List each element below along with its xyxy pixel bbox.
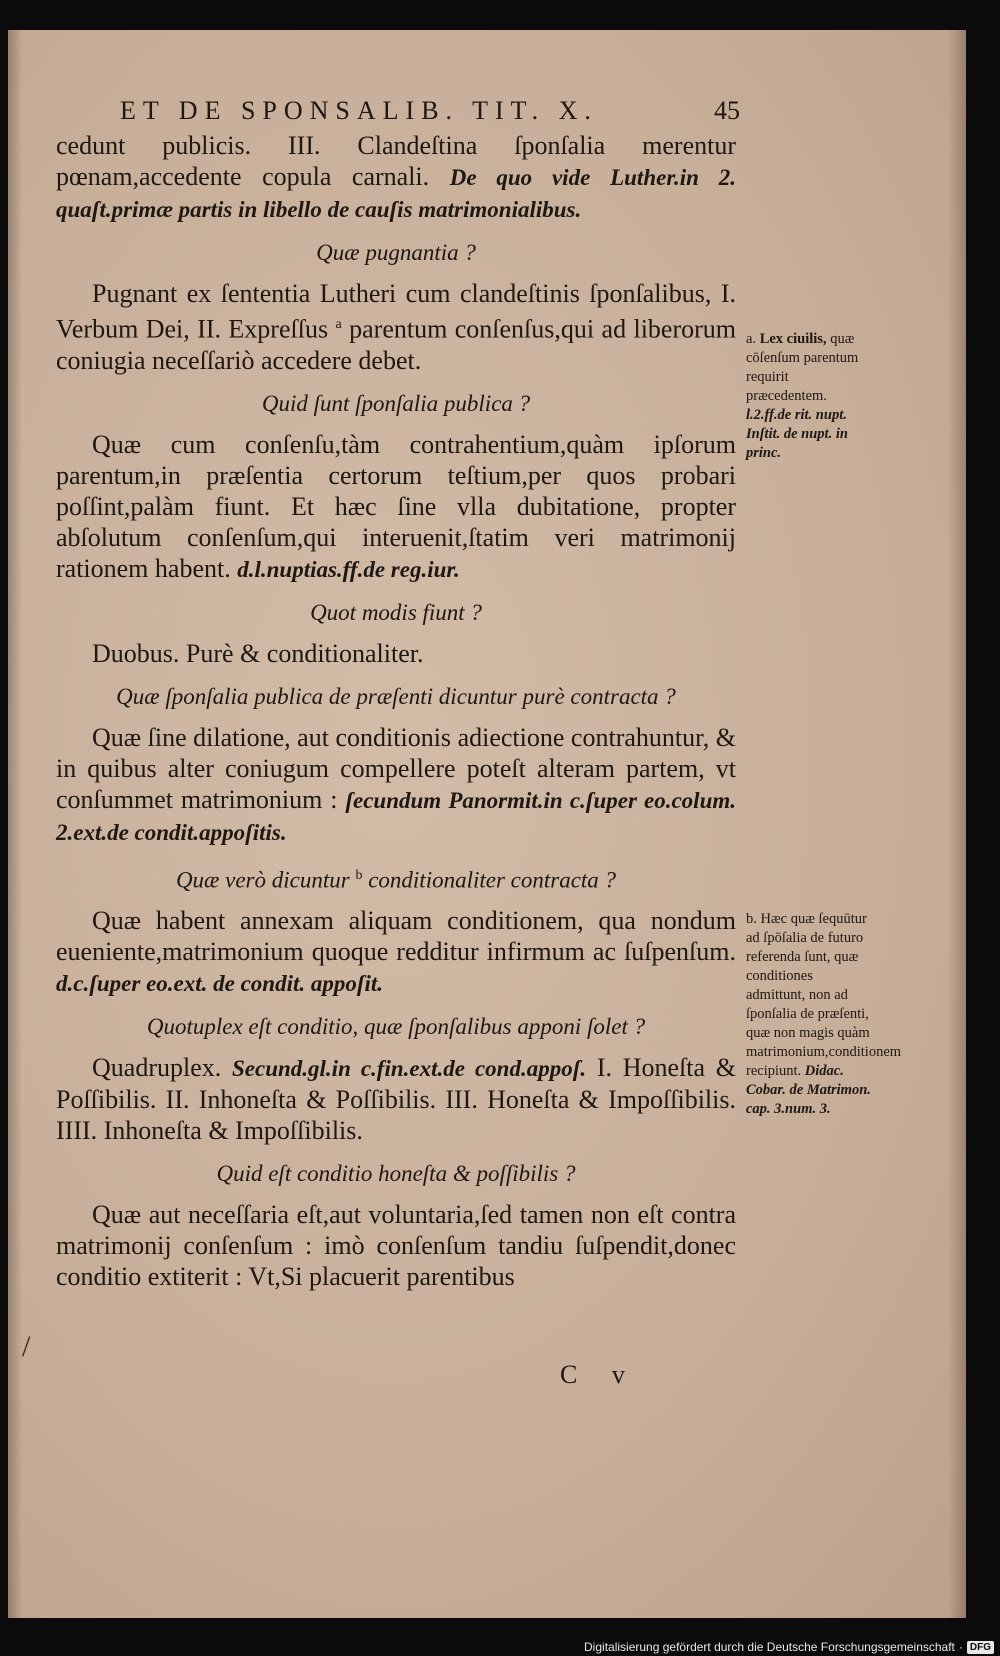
question-text: Quæ verò dicuntur — [175, 867, 350, 893]
note-label: b. — [746, 911, 757, 927]
paragraph-text: Quæ habent annexam aliquam conditionem, qua nondum eueniente,matrimonium quoque redditur infirmum ac ſuſpenſum. — [56, 906, 736, 967]
paragraph — [56, 278, 736, 376]
citation: Secund.gl.in c.fin.ext.de cond.appoſ. — [232, 1056, 587, 1082]
note-marker: b — [355, 867, 363, 883]
running-title: ET DE SPONSALIB. TIT. X. — [120, 96, 598, 125]
signature-mark: C v — [560, 1360, 639, 1389]
dfg-logo: DFG — [967, 1641, 994, 1654]
note-citation: l.2.ff.de rit. nupt. Inſtit. de nupt. in princ. — [746, 407, 848, 461]
paragraph-text: I. Honeſta & Poſſibilis. II. Inhoneſta & Poſſibilis. III. Honeſta & Impoſſibilis. IIII. Inhoneſta & Impoſſibilis. — [56, 1053, 737, 1146]
paragraph: Duobus. Purè & conditionaliter. — [92, 638, 424, 668]
paragraph-text: Quadruplex. — [92, 1053, 222, 1083]
paragraph — [56, 429, 736, 585]
digitization-footer: Digitalisierung gefördert durch die Deutsche Forschungsgemeinschaft · DFG — [584, 1640, 994, 1654]
question-heading — [56, 860, 736, 896]
marginal-note-b — [746, 910, 902, 1119]
question-heading: Quotuplex eſt conditio, quæ ſponſalibus apponi ſolet ? — [146, 1014, 646, 1040]
note-text: Lex ciuilis, — [759, 331, 827, 347]
paragraph-text: parentum conſenſus,qui ad liberorum coniugia neceſſariò accedere debet. — [56, 314, 737, 375]
paragraph — [56, 1052, 736, 1146]
marginal-note-a — [746, 330, 872, 463]
paragraph — [56, 722, 736, 848]
question-heading: Quæ pugnantia ? — [316, 240, 476, 265]
citation: De quo vide Luther.in 2. quaſt.primæ partis in libello de cauſis matrimonialibus. — [56, 165, 736, 222]
paragraph-text: Quæ ſine dilatione, aut conditionis adiectione contrahuntur, & in quibus alter coniugum compellere poteſt alteram partem, vt conſummet matrimonium : — [56, 722, 736, 814]
page-edge — [948, 30, 966, 1618]
main-text — [56, 130, 736, 1292]
note-label: a. — [746, 331, 757, 347]
folio-number: 45 — [714, 96, 740, 125]
gutter-shadow — [8, 30, 22, 1618]
note-text: quæ cōſenſum parentum requirit præcedentem. — [746, 331, 859, 404]
paragraph-text: cedunt publicis. III. Clandeſtina ſponſalia merentur pœnam,accedente copula carnali. — [56, 131, 736, 191]
note-citation: Didac. Cobar. de Matrimon. cap. 3.num. 3. — [746, 1063, 871, 1117]
question-text: conditionaliter contracta ? — [368, 867, 617, 893]
book-page — [8, 30, 966, 1618]
citation: d.l.nuptias.ff.de reg.iur. — [237, 556, 460, 582]
paragraph: Quæ aut neceſſaria eſt,aut voluntaria,ſed tamen non eſt contra matrimonij conſenſum : imò conſenſum tandiu ſuſpendit,donec conditio extiterit : Vt,Si placuerit parentibus — [56, 1200, 736, 1292]
note-marker: a — [335, 317, 342, 332]
margin-pen-mark: / — [22, 1330, 31, 1363]
question-heading: Quid eſt conditio honeſta & poſſibilis ? — [216, 1161, 576, 1187]
citation: d.c.ſuper eo.ext. de condit. appoſit. — [56, 971, 384, 997]
paragraph — [56, 905, 736, 999]
question-heading: Quid ſunt ſponſalia publica ? — [261, 390, 531, 416]
paragraph-text: Quæ cum conſenſu,tàm contrahentium,quàm ipſorum parentum,in præſentia certorum teſtium,per quos probari poſſint,palàm fiunt. Et hæc ſine vlla dubitatione, propter abſolutum conſenſum,qui interuenit,ſtatim veri matrimonij rationem habent. — [56, 429, 736, 583]
question-heading: Quæ ſponſalia publica de præſenti dicuntur purè contracta ? — [116, 683, 676, 709]
citation: ſecundum Panormit.in c.ſuper eo.colum. 2.ext.de condit.appoſitis. — [56, 787, 737, 845]
paragraph-text: Pugnant ex ſententia Lutheri cum clandeſtinis ſponſalibus, I. Verbum Dei, II. Expreſſus — [56, 279, 736, 344]
running-header — [120, 96, 740, 126]
footer-text: Digitalisierung gefördert durch die Deutsche Forschungsgemeinschaft — [584, 1640, 955, 1654]
question-heading: Quot modis fiunt ? — [310, 599, 482, 625]
note-text: Hæc quæ ſequūtur ad ſpōſalia de futuro referenda ſunt, quæ conditiones admittunt, non ad ſponſalia de præſenti, quæ non magis quàm matrimonium,conditionem recipiunt. — [746, 911, 902, 1079]
paragraph — [56, 130, 736, 225]
